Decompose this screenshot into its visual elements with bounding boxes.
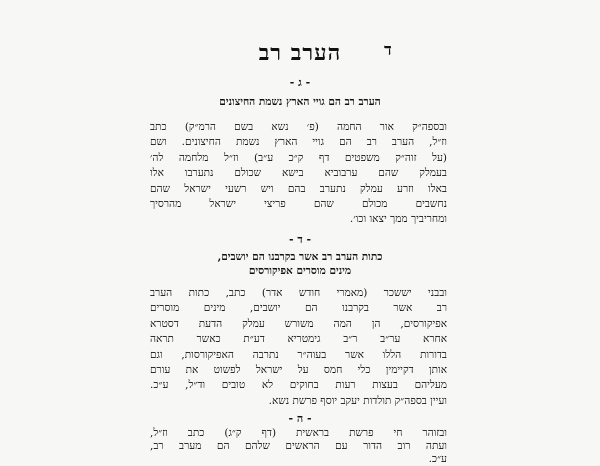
section-heading-line: הערב רב הם גויי הארץ נשמת החיצונים — [219, 96, 381, 108]
section-heading — [150, 95, 450, 109]
section-paragraph — [150, 427, 447, 466]
section-paragraph — [150, 120, 447, 228]
section-paragraph — [150, 286, 447, 409]
section-heading-line: כתות הערב רב אשר בקרבנו הם יושבים, — [217, 251, 383, 263]
paragraph-line: אפיקורסים, הן המה משורש עמלק הדעת דסטרא — [150, 317, 447, 330]
paragraph-line: באלו וזרע עמלק נתערב בהם ויש רשעי ישראל שהם — [150, 182, 447, 195]
paragraph-line: וז״ל, הערב רב הם גויי הארץ נשמת החיצונים. ושם — [150, 136, 447, 149]
page-title: הערב רב — [258, 40, 342, 66]
paragraph-line: אחרא ער״ב ר״ב גימטריא דע״ת כאשר תראה — [150, 333, 447, 346]
section-heading — [150, 250, 450, 278]
paragraph-line: ובספה״ק אור החמה (פ׳ נשא בשם הרמ״ק) כתב — [150, 121, 447, 133]
section-marker: - ג - — [289, 76, 311, 89]
paragraph-line: אותן דקיימין כלי חמס על ישראל לפשוט את עורם — [150, 364, 447, 377]
paragraph-line: ובזוהר חי פרשת בראשית (דף ק״ג) כתב וז״ל, — [150, 427, 447, 439]
paragraph-line: רב אשר בקרבנו הם יושבים, מינים מוסרים — [150, 302, 447, 315]
page-number: ד — [384, 40, 392, 59]
paragraph-line: ובבני יששכר (מאמרי חודש אדר) כתב, כתות הערב — [150, 287, 447, 299]
paragraph-line: ע״כ. — [428, 453, 447, 465]
paragraph-line: ועיין בספה״ק תולדות יעקב יוסף פרשת נשא. — [268, 394, 447, 407]
section-marker: - ה - — [288, 412, 312, 425]
paragraph-line: בעמלק שהם ערבוביא בישא שכולם נתערבו אלו — [150, 167, 447, 180]
section-marker: - ד - — [288, 233, 312, 246]
paragraph-line: (על זוה״ק משפטים דף ק״כ ע״ב) וז״ל מלחמה לה׳ — [150, 151, 447, 164]
paragraph-line: ומחריביך ממך יצאו וכו׳. — [349, 213, 447, 226]
paragraph-line: בדורות הללו אשר בעוה״ר נתרבה האפיקורסות, וגם — [150, 348, 447, 361]
paragraph-line: נחשבים מכולם שהם פריצי ישראל מהרסיך — [150, 198, 447, 211]
section-heading-line: מינים מוסרים אפיקורסים — [248, 265, 352, 277]
paragraph-line: מעליהם בעצות רעות בחוקים לא טובים וד״ל, ע״כ. — [150, 379, 447, 392]
paragraph-line: ועתה רוב הדור עם הראשים שלהם הם מערב רב, — [150, 440, 447, 452]
